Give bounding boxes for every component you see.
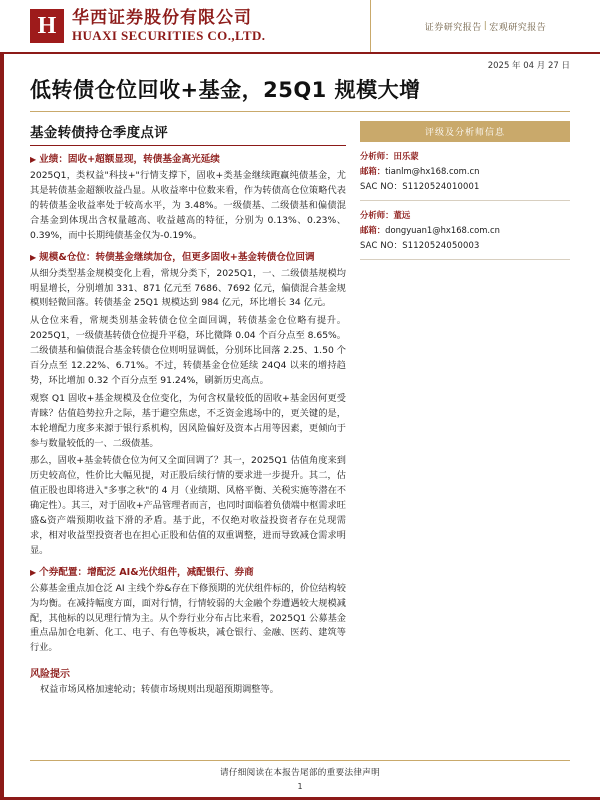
risk-item: 权益市场风格加速轮动；转债市场规则出现超预期调整等。 (40, 684, 279, 696)
tag-separator: | (483, 21, 488, 31)
body-columns (30, 112, 570, 698)
report-date: 2025 年 04 月 27 日 (487, 61, 570, 71)
page-number: 1 (297, 782, 303, 791)
report-tag-research: 证券研究报告 (424, 22, 482, 33)
analyst-email[interactable]: dongyuan1@hx168.com.cn (385, 225, 500, 236)
analyst-email-label: 邮箱： (360, 165, 386, 176)
company-name-en: HUAXI SECURITIES CO.,LTD. (72, 27, 266, 43)
brand-text (72, 7, 266, 43)
section-heading-text: 业绩：固收+超额显现，转债基金高光延续 (39, 154, 220, 166)
document-header (0, 0, 600, 54)
section-paragraph: 观察 Q1 固收+基金规模及仓位变化，为何含权量较低的固收+基金因何更受青睐？估值趋势拉升之际，基于避空焦虑，不乏资金逃场中的，更关键的是，本轮增配力度多来源于银行系机构，因风险偏好及资本占用等因素，更倾向于参与数量较低的一、二级债基。 (30, 392, 346, 449)
section-paragraph: 公募基金重点加仓泛 AI 主线个券&存在下修预期的光伏组件标的，价位结构较为均衡。在减持幅度方面，面对行情，行情较弱的大金融个券遭遇较大规模减配，其他标的以见理行情为主。从个券行业分布占比来看，2025Q1 公募基金重点品加仓电新、化工、电子、有色等板块，减仓银行、金融、医药、建筑等行业。 (30, 582, 346, 654)
company-name-cn: 华西证券股份有限公司 (72, 7, 252, 28)
analyst-name-row (360, 208, 570, 223)
analyst-name-label: 分析师： (360, 151, 394, 162)
legal-notice: 请仔细阅读在本报告尾部的重要法律声明 (219, 768, 381, 778)
analyst-email-row (360, 164, 570, 179)
report-tags (370, 0, 600, 52)
section-heading-text: 规模&仓位：转债基金继续加仓，但更多固收+基金转债仓位回调 (39, 251, 315, 263)
analyst-entry (360, 201, 570, 260)
analyst-entry (360, 142, 570, 201)
huaxi-logo-icon: H (30, 9, 64, 43)
page-title: 低转债仓位回收+基金，25Q1 规模大增 (30, 78, 421, 102)
analyst-sac-row (360, 238, 570, 253)
subtitle-divider (30, 145, 346, 146)
brand-block (0, 0, 370, 52)
section-paragraph: 从仓位来看，常规类别基金转债仓位全面回调，转债基金仓位略有提升。2025Q1，一级债基转债仓位提升平稳，环比微降 0.04 个百分点至 8.65%。二级债基和偏债混合基金转债仓位则明显调低，分别环比回落 2.25、1.50 个百分点至 12.22%、6.71%。不过，转债基金仓位延续 24Q4 以来的增持趋势，环比增加 0.32 个百分点至 91.24%，刷新历史高点。 (30, 315, 346, 386)
analyst-email-label: 邮箱： (360, 225, 386, 236)
section-paragraph: 2025Q1，类权益"科技+"行情支撑下，固收+类基金继续跑赢纯债基金，尤其是转债基金超额收益凸显。从收益率中位数来看，作为转债高仓位策略代表的转债基金收益率处于较高水平，为 3.48%。一级债基、二级债基和偏债混合基金到体现出含权量越高、收益越高的特征，分别为 0.13%、0.23%、0.39%，而中长期纯债基金仅为-0.19%。 (30, 170, 346, 241)
analyst-sac-label: SAC NO： (360, 239, 403, 250)
report-tag-macro: 宏观研究报告 (489, 22, 547, 33)
section-heading (30, 153, 346, 167)
section-heading (30, 251, 346, 265)
report-subtitle: 基金转债持仓季度点评 (30, 125, 168, 142)
analyst-sac-row (360, 179, 570, 194)
analyst-name-row (360, 149, 570, 164)
risk-heading: 风险提示 (30, 669, 70, 681)
analyst-name: 董远 (393, 210, 411, 221)
triangle-bullet-icon: ▶ (30, 155, 37, 165)
triangle-bullet-icon: ▶ (30, 252, 37, 262)
analyst-email[interactable]: tianlm@hx168.com.cn (385, 165, 480, 176)
document-footer (0, 760, 600, 800)
analyst-sac-label: SAC NO： (360, 180, 403, 191)
section-paragraph: 从细分类型基金规模变化上看，常规分类下，2025Q1，一、二级债基规模均明显增长，分别增加 331、871 亿元至 7686、7692 亿元，偏债混合基金规模则轻微回落。转债基金 25Q1 规模达到 984 亿元，环比增长 34 亿元。 (30, 267, 346, 309)
section-paragraph: 那么，固收+基金转债仓位为何又全面回调了？其一，2025Q1 估值角度来到历史较高位，性价比大幅见提，对正股后续行情的要求进一步提升。其二，估值正股也即将进入"多事之秋"的 4 月（业绩期、风格平衡、关税实施等潜在不确定性）。其三，对于固收+产品管理者而言，也同时面临着负债端中枢需求旺盛&资产端预期收益下滑的矛盾。基于此，不仅绝对收益投资者存在兑现需求，相对收益型投资者也在担心正股和估值的双重调整，进而导致减仓需求明显。 (30, 455, 346, 556)
triangle-bullet-icon: ▶ (30, 567, 37, 577)
section-heading (30, 566, 346, 580)
left-red-rail (0, 0, 4, 800)
analyst-sac-number: S1120524010001 (402, 180, 480, 191)
analyst-sac-number: S1120524050003 (402, 239, 480, 250)
analyst-name: 田乐蒙 (393, 151, 419, 162)
analyst-panel-header: 评级及分析师信息 (360, 121, 570, 142)
analyst-column (360, 121, 570, 698)
section-heading-text: 个券配置：增配泛 AI&光伏组件，减配银行、券商 (39, 566, 254, 578)
analyst-name-label: 分析师： (360, 210, 394, 221)
main-column (30, 121, 360, 698)
analyst-email-row (360, 223, 570, 238)
